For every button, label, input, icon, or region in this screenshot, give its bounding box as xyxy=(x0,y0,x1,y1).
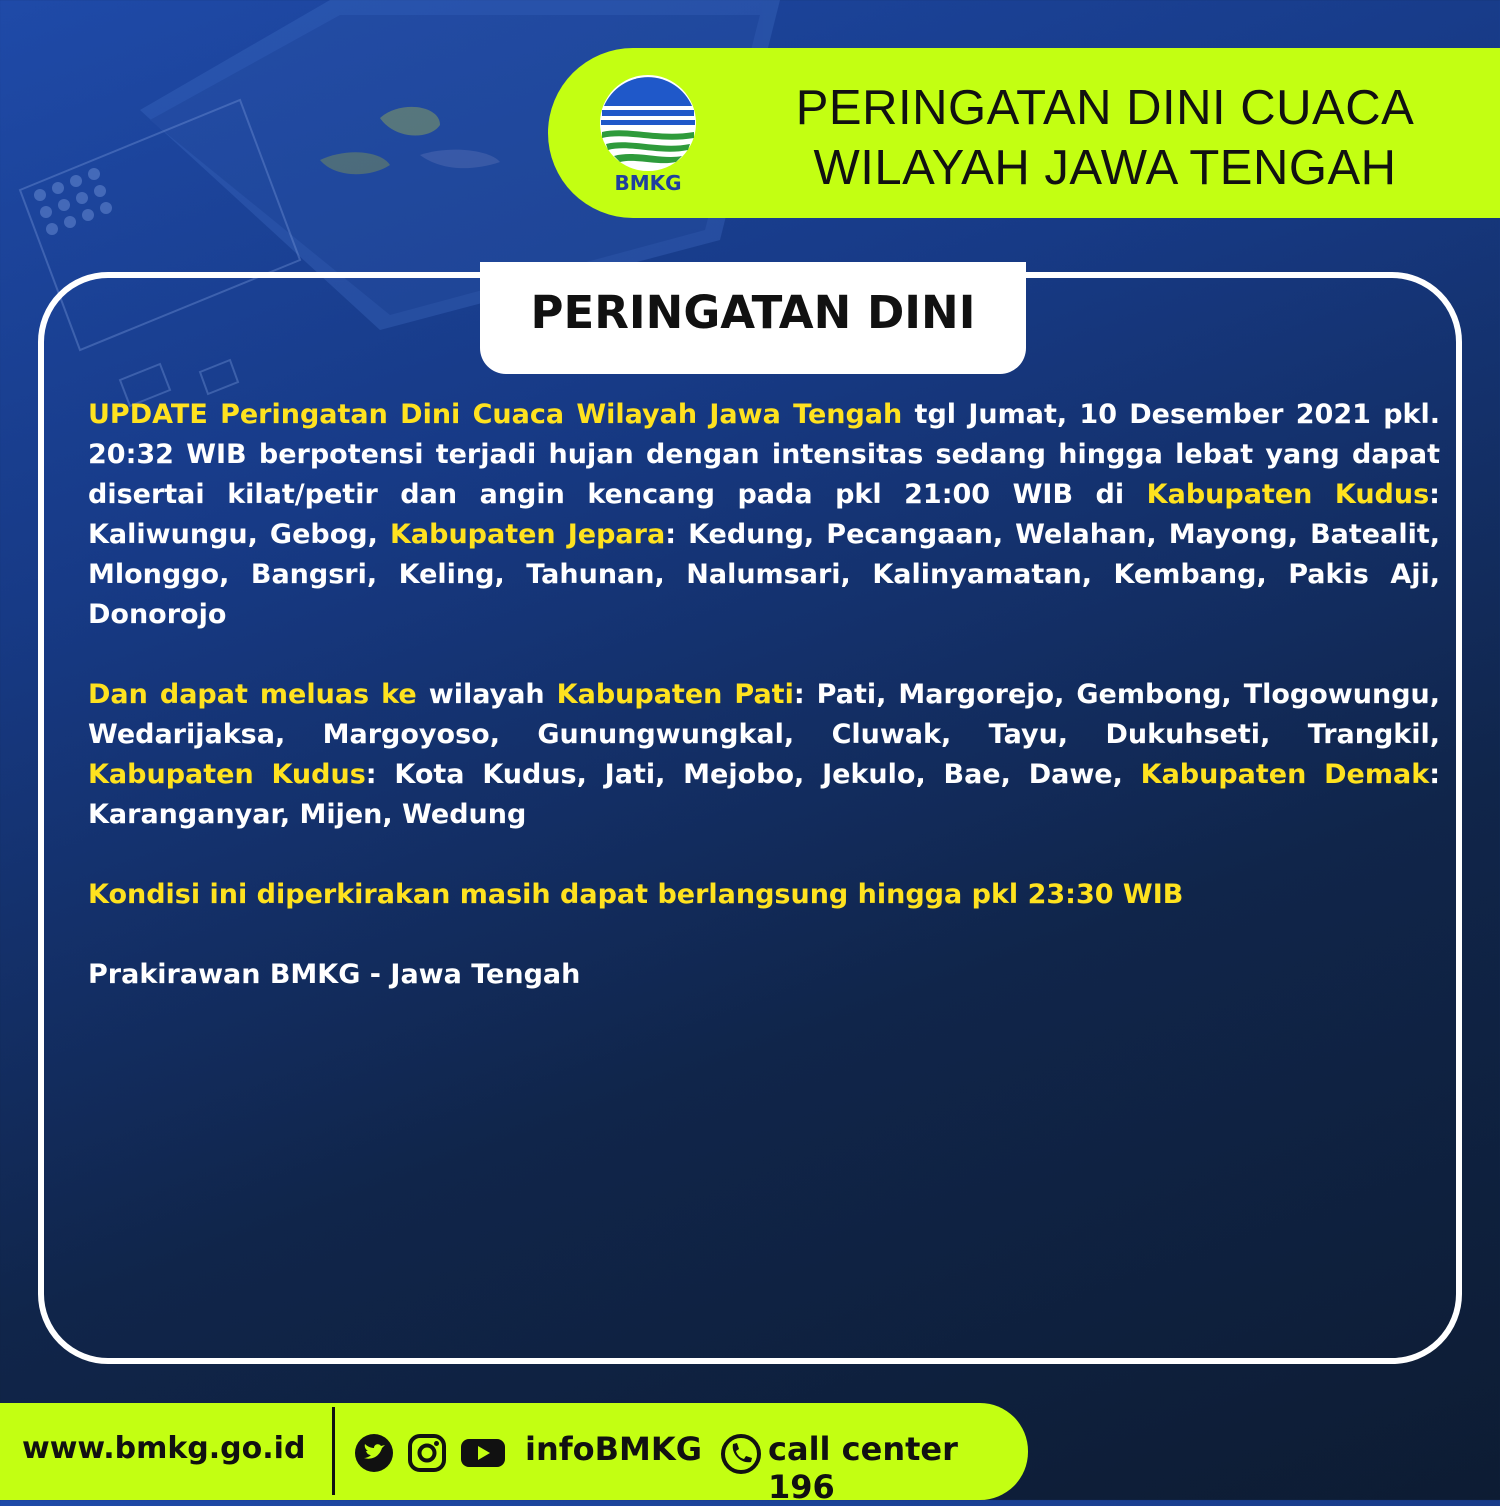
youtube-icon[interactable] xyxy=(460,1433,506,1473)
call-center[interactable]: call center 196 xyxy=(768,1430,958,1506)
card-tab xyxy=(480,262,1026,374)
header-title-line2: WILAYAH JAWA TENGAH xyxy=(813,141,1397,195)
footer-bar xyxy=(0,1403,1028,1506)
duration-note: Kondisi ini diperkirakan masih dapat berlangsung hingga pkl 23:30 WIB xyxy=(88,879,1184,910)
region-pati: Kabupaten Pati xyxy=(556,679,794,710)
phone-icon xyxy=(720,1433,762,1475)
instagram-icon[interactable] xyxy=(407,1433,447,1473)
social-handle[interactable]: infoBMKG xyxy=(525,1430,702,1468)
region-kudus-2: Kabupaten Kudus xyxy=(88,759,366,790)
warning-paragraph-2 xyxy=(88,675,1440,835)
header-title xyxy=(760,78,1450,198)
p2-text-c: : Kota Kudus, Jati, Mejobo, Jekulo, Bae, Dawe, xyxy=(365,759,1141,790)
update-heading: UPDATE Peringatan Dini Cuaca Wilayah Jawa Tengah xyxy=(88,399,903,430)
region-demak: Kabupaten Demak xyxy=(1140,759,1430,790)
twitter-icon[interactable] xyxy=(354,1433,394,1473)
warning-content xyxy=(88,395,1440,1035)
footer-divider xyxy=(332,1407,335,1495)
p1-text-a: tgl Jumat, 10 Desember 2021 pkl. 20:32 WIB berpotensi terjadi hujan dengan intensitas sedang hingga lebat yang dapat disertai kilat/petir dan angin kencang pada pkl 21:00 WIB di xyxy=(88,399,1440,510)
website-link[interactable]: www.bmkg.go.id xyxy=(22,1431,306,1466)
p2-text-d: : Karanganyar, Mijen, Wedung xyxy=(88,759,1440,830)
header-title-line1: PERINGATAN DINI CUACA xyxy=(795,81,1415,135)
p2-text-a: wilayah xyxy=(416,679,557,710)
bmkg-logo xyxy=(598,68,698,198)
p1-text-b: : Kaliwungu, Gebog, xyxy=(88,479,1440,550)
region-jepara: Kabupaten Jepara xyxy=(389,519,666,550)
forecaster-signature: Prakirawan BMKG - Jawa Tengah xyxy=(88,959,581,990)
p2-text-b: : Pati, Margorejo, Gembong, Tlogowungu, Wedarijaksa, Margoyoso, Gunungwungkal, Cluwak, Tayu, Dukuhseti, Trangkil, xyxy=(88,679,1441,750)
card-tab-label: PERINGATAN DINI xyxy=(530,286,976,339)
p1-text-c: : Kedung, Pecangaan, Welahan, Mayong, Batealit, Mlonggo, Bangsri, Keling, Tahunan, Nalumsari, Kalinyamatan, Kembang, Pakis Aji, Donorojo xyxy=(88,519,1440,630)
region-kudus: Kabupaten Kudus xyxy=(1146,479,1430,510)
extend-heading: Dan dapat meluas ke xyxy=(88,679,417,710)
warning-paragraph-1 xyxy=(88,395,1440,635)
logo-text: BMKG xyxy=(614,171,682,195)
